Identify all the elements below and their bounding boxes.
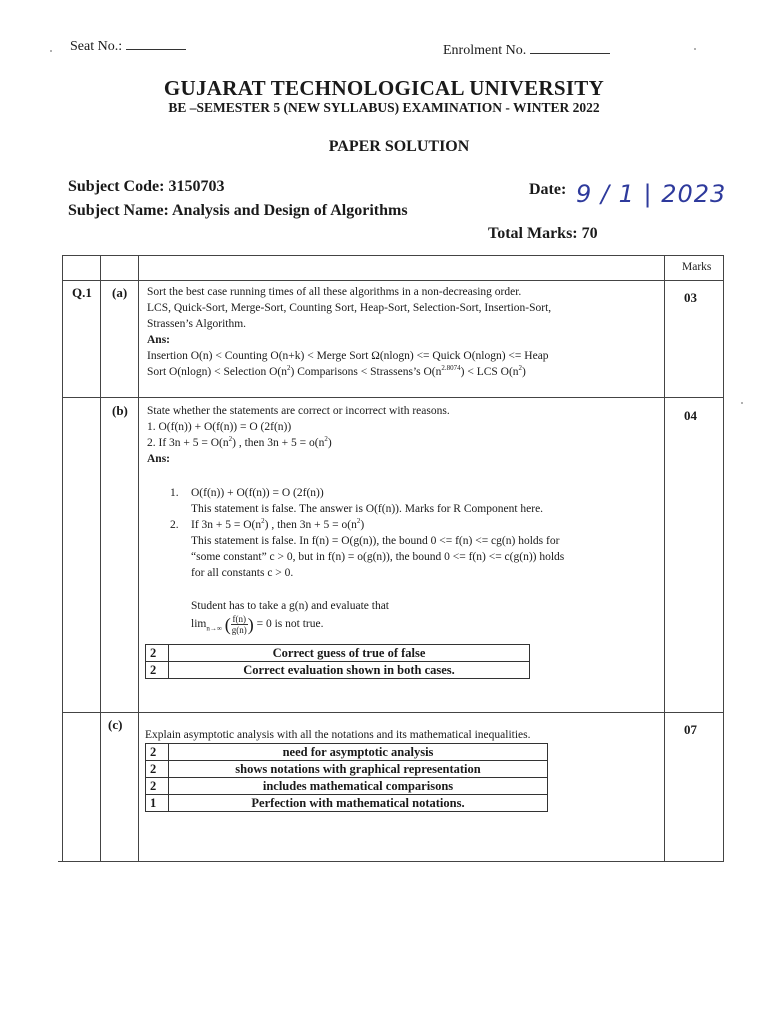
part-b-label: (b) bbox=[112, 403, 128, 418]
fraction-denominator: g(n) bbox=[231, 625, 247, 635]
subject-code: Subject Code: 3150703 bbox=[68, 178, 225, 195]
rubric-marks: 2 bbox=[146, 761, 169, 778]
enrolment-no-field bbox=[443, 41, 610, 59]
enrolment-no-label: Enrolment No. bbox=[443, 43, 527, 58]
row-divider-a-b bbox=[62, 397, 724, 398]
superscript: 2 bbox=[287, 364, 291, 373]
rubric-row bbox=[146, 645, 530, 662]
part-b-rubric-table bbox=[145, 644, 530, 679]
limit-tail: = 0 is not true. bbox=[256, 618, 324, 631]
part-b-item2-explanation-line2: “some constant” c > 0, but in f(n) = o(g(n)), the bound 0 <= f(n) <= c(g(n)) holds bbox=[191, 551, 565, 563]
limit-fraction bbox=[231, 614, 248, 635]
rubric-marks: 2 bbox=[146, 778, 169, 795]
part-a-label: (a) bbox=[112, 285, 128, 300]
table-border-bottom bbox=[58, 861, 724, 862]
part-b-question-text: ) , then 3n + 5 = o(n bbox=[232, 437, 325, 449]
scan-speck bbox=[741, 402, 743, 404]
handwritten-date: 9 / 1 | 2023 bbox=[576, 180, 727, 208]
rubric-row bbox=[146, 778, 548, 795]
fraction-numerator: f(n) bbox=[232, 614, 246, 624]
limit-subscript: n→∞ bbox=[206, 624, 222, 633]
part-b-item2-text: ) bbox=[360, 519, 365, 531]
part-b-question-text: 2. If 3n + 5 = O(n bbox=[147, 437, 229, 449]
seat-no-label: Seat No.: bbox=[70, 39, 123, 54]
col-border-right bbox=[723, 255, 724, 861]
date-label: Date: bbox=[529, 181, 567, 198]
enrolment-no-blank bbox=[530, 41, 610, 54]
part-c-marks: 07 bbox=[684, 722, 697, 737]
rubric-criterion: Perfection with mathematical notations. bbox=[169, 795, 548, 812]
part-a-answer-text: Sort O(nlogn) < Selection O(n bbox=[147, 366, 287, 378]
part-b-marks: 04 bbox=[684, 408, 697, 423]
part-a-ans-label: Ans: bbox=[147, 334, 171, 346]
superscript: 2.8074 bbox=[441, 364, 461, 373]
university-title: GUJARAT TECHNOLOGICAL UNIVERSITY bbox=[163, 76, 605, 100]
rubric-criterion: includes mathematical comparisons bbox=[169, 778, 548, 795]
col-divider-marks bbox=[664, 255, 665, 861]
row-divider-b-c bbox=[62, 712, 724, 713]
table-border-top bbox=[62, 255, 724, 256]
rubric-row bbox=[146, 761, 548, 778]
exam-title: BE –SEMESTER 5 (NEW SYLLABUS) EXAMINATION - WINTER 2022 bbox=[168, 100, 600, 115]
rubric-marks: 2 bbox=[146, 645, 169, 662]
part-a-answer-text: ) Comparisons < Strassens’s O(n bbox=[290, 366, 442, 378]
superscript: 2 bbox=[324, 435, 328, 444]
marks-column-header: Marks bbox=[682, 261, 712, 273]
rubric-row bbox=[146, 795, 548, 812]
part-b-item2 bbox=[191, 517, 364, 533]
scan-speck bbox=[50, 50, 52, 52]
subject-name: Subject Name: Analysis and Design of Algorithms bbox=[68, 202, 408, 219]
part-b-item1: O(f(n)) + O(f(n)) = O (2f(n)) bbox=[191, 487, 324, 499]
part-b-question-text: ) bbox=[327, 437, 332, 449]
part-b-item1-explanation: This statement is false. The answer is O(f(n)). Marks for R Component here. bbox=[191, 503, 544, 515]
part-a-question-line3: Strassen’s Algorithm. bbox=[147, 318, 247, 330]
part-a-answer-line2 bbox=[147, 364, 526, 380]
part-b-question-line1: State whether the statements are correct or incorrect with reasons. bbox=[147, 405, 450, 417]
col-divider-qno bbox=[100, 255, 101, 861]
part-c-label: (c) bbox=[108, 717, 123, 732]
total-marks: Total Marks: 70 bbox=[488, 225, 598, 242]
superscript: 2 bbox=[261, 517, 265, 526]
superscript: 2 bbox=[356, 517, 361, 526]
part-b-item2-number: 2. bbox=[170, 519, 179, 531]
col-border-left bbox=[62, 255, 63, 861]
seat-no-blank bbox=[126, 37, 186, 50]
rubric-criterion: need for asymptotic analysis bbox=[169, 744, 548, 761]
part-b-item1-number: 1. bbox=[170, 487, 179, 499]
part-a-answer-text: ) < LCS O(n bbox=[460, 366, 519, 378]
part-c-question: Explain asymptotic analysis with all the notations and its mathematical inequalities. bbox=[145, 729, 531, 741]
seat-no-field bbox=[70, 37, 186, 55]
part-b-item2-explanation-line1: This statement is false. In f(n) = O(g(n)), the bound 0 <= f(n) <= cg(n) holds for bbox=[191, 535, 560, 547]
col-divider-part bbox=[138, 255, 139, 861]
rubric-criterion: Correct guess of true of false bbox=[169, 645, 530, 662]
superscript: 2 bbox=[518, 364, 523, 373]
part-b-ans-label: Ans: bbox=[147, 453, 171, 465]
rubric-marks: 1 bbox=[146, 795, 169, 812]
rubric-marks: 2 bbox=[146, 662, 169, 679]
part-a-marks: 03 bbox=[684, 290, 697, 305]
rubric-criterion: Correct evaluation shown in both cases. bbox=[169, 662, 530, 679]
part-b-question-line2: 1. O(f(n)) + O(f(n)) = O (2f(n)) bbox=[147, 421, 292, 433]
rubric-row bbox=[146, 744, 548, 761]
part-b-limit-expression: $\lim_{n\to\infty}$ ( $\frac{f(n)}{g(n)}$ ) = 0 is not true. bbox=[191, 614, 324, 635]
part-a-question-line2: LCS, Quick-Sort, Merge-Sort, Counting Sort, Heap-Sort, Selection-Sort, Insertion-Sort, bbox=[147, 302, 552, 314]
part-b-item2-explanation-line3: for all constants c > 0. bbox=[191, 567, 294, 579]
rubric-marks: 2 bbox=[146, 744, 169, 761]
limit-symbol: lim bbox=[191, 618, 207, 631]
table-header-divider bbox=[62, 280, 724, 281]
part-b-student-note: Student has to take a g(n) and evaluate that bbox=[191, 600, 389, 612]
part-a-question-line1: Sort the best case running times of all these algorithms in a non-decreasing order. bbox=[147, 286, 522, 298]
part-a-answer-text: ) bbox=[522, 366, 526, 378]
part-c-rubric-table bbox=[145, 743, 548, 812]
rubric-row bbox=[146, 662, 530, 679]
part-b-item2-text: If 3n + 5 = O(n bbox=[191, 519, 262, 531]
superscript: 2 bbox=[228, 435, 233, 444]
rubric-criterion: shows notations with graphical representation bbox=[169, 761, 548, 778]
scan-speck bbox=[694, 48, 696, 50]
part-b-question-line3 bbox=[147, 435, 332, 451]
paper-solution-title: PAPER SOLUTION bbox=[328, 138, 470, 155]
part-b-item2-text: ) , then 3n + 5 = o(n bbox=[264, 519, 357, 531]
part-a-answer-line1: Insertion O(n) < Counting O(n+k) < Merge Sort Ω(nlogn) <= Quick O(nlogn) <= Heap bbox=[147, 350, 549, 362]
question-number: Q.1 bbox=[72, 285, 92, 300]
